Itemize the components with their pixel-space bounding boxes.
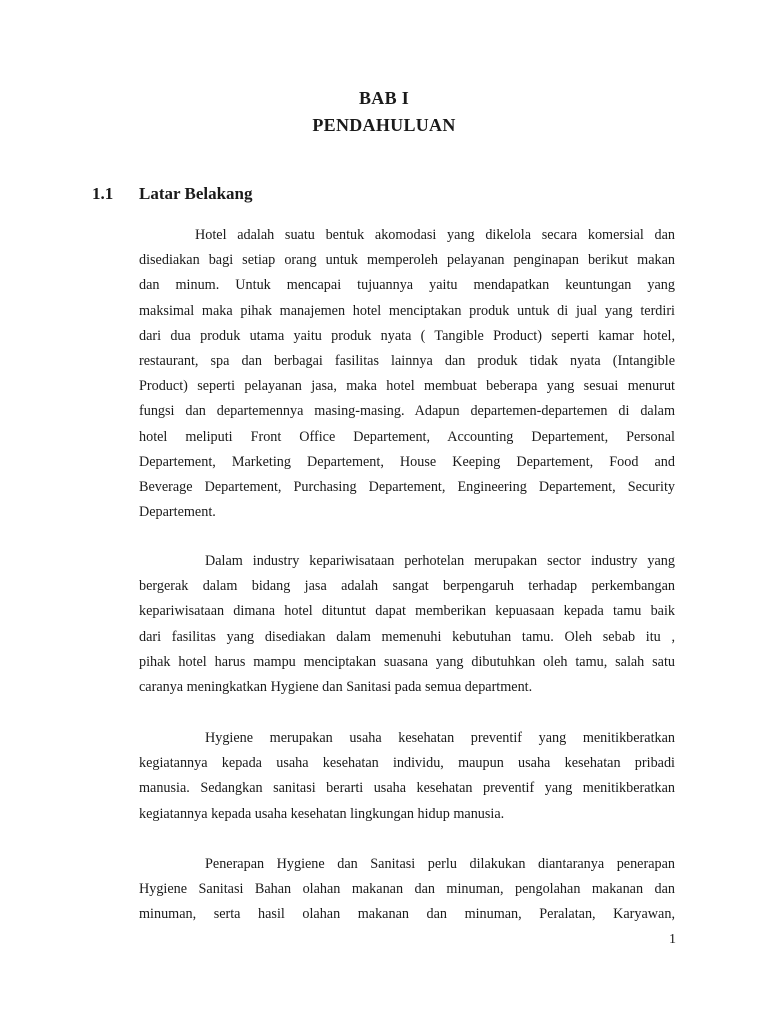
paragraph-line: pihak hotel harus mampu menciptakan suasana yang dibutuhkan oleh tamu, salah satu xyxy=(139,653,675,670)
paragraph-line: manusia. Sedangkan sanitasi berarti usaha kesehatan preventif yang menitikberatkan xyxy=(139,780,675,797)
paragraph-line: dari fasilitas yang disediakan dalam memenuhi kebutuhan tamu. Oleh sebab itu , xyxy=(139,628,675,645)
paragraph-line: dan minum. Untuk mencapai tujuannya yaitu mendapatkan keuntungan yang xyxy=(139,277,675,294)
paragraph-line: Departement. xyxy=(139,504,216,521)
paragraph-line: hotel meliputi Front Office Departement, Accounting Departement, Personal xyxy=(139,428,675,445)
paragraph-line: dari dua produk utama yaitu produk nyata ( Tangible Product) seperti kamar hotel, xyxy=(139,327,675,344)
paragraph-line: kepariwisataan dimana hotel dituntut dapat memberikan kepuasaan kepada tamu baik xyxy=(139,603,675,620)
paragraph-line: kegiatannya kepada usaha kesehatan individu, maupun usaha kesehatan pribadi xyxy=(139,755,675,772)
paragraph-line: fungsi dan departemennya masing-masing. Adapun departemen-departemen di dalam xyxy=(139,403,675,420)
paragraph-line: bergerak dalam bidang jasa adalah sangat berpengaruh terhadap perkembangan xyxy=(139,578,675,595)
chapter-title: PENDAHULUAN xyxy=(312,115,456,135)
paragraph-intro-hotel xyxy=(139,223,675,525)
paragraph-line: Hotel adalah suatu bentuk akomodasi yang dikelola secara komersial dan xyxy=(195,227,675,243)
paragraph-line: kegiatannya kepada usaha kesehatan lingkungan hidup manusia. xyxy=(139,805,505,822)
paragraph-line: Hygiene Sanitasi Bahan olahan makanan dan minuman, pengolahan makanan dan xyxy=(139,881,675,898)
paragraph-line: Penerapan Hygiene dan Sanitasi perlu dilakukan diantaranya penerapan xyxy=(205,856,675,872)
section-title: Latar Belakang xyxy=(139,184,253,203)
paragraph-line: disediakan bagi setiap orang untuk memperoleh pelayanan penginapan berikut makan xyxy=(139,252,675,269)
paragraph-line: caranya meningkatkan Hygiene dan Sanitasi pada semua department. xyxy=(139,679,533,696)
paragraph-line: Hygiene merupakan usaha kesehatan preventif yang menitikberatkan xyxy=(205,730,675,746)
paragraph-line: Departement, Marketing Departement, House Keeping Departement, Food and xyxy=(139,453,675,470)
paragraph-line: minuman, serta hasil olahan makanan dan minuman, Peralatan, Karyawan, xyxy=(139,906,675,923)
paragraph-line: Dalam industry kepariwisataan perhotelan merupakan sector industry yang xyxy=(205,553,675,569)
paragraph-hygiene-definition xyxy=(139,726,675,827)
paragraph-line: Product) seperti pelayanan jasa, maka hotel membuat beberapa yang sesuai menurut xyxy=(139,378,675,395)
section-number: 1.1 xyxy=(92,184,114,203)
paragraph-hygiene-application xyxy=(139,852,675,928)
paragraph-line: maksimal maka pihak manajemen hotel menciptakan produk untuk di jual yang terdiri xyxy=(139,302,675,319)
paragraph-tourism-industry xyxy=(139,549,675,700)
paragraph-line: restaurant, spa dan berbagai fasilitas lainnya dan produk tidak nyata (Intangible xyxy=(139,353,675,370)
paragraph-line: Beverage Departement, Purchasing Departement, Engineering Departement, Security xyxy=(139,479,675,496)
page-number: 1 xyxy=(669,932,676,947)
chapter-number: BAB I xyxy=(358,88,409,108)
